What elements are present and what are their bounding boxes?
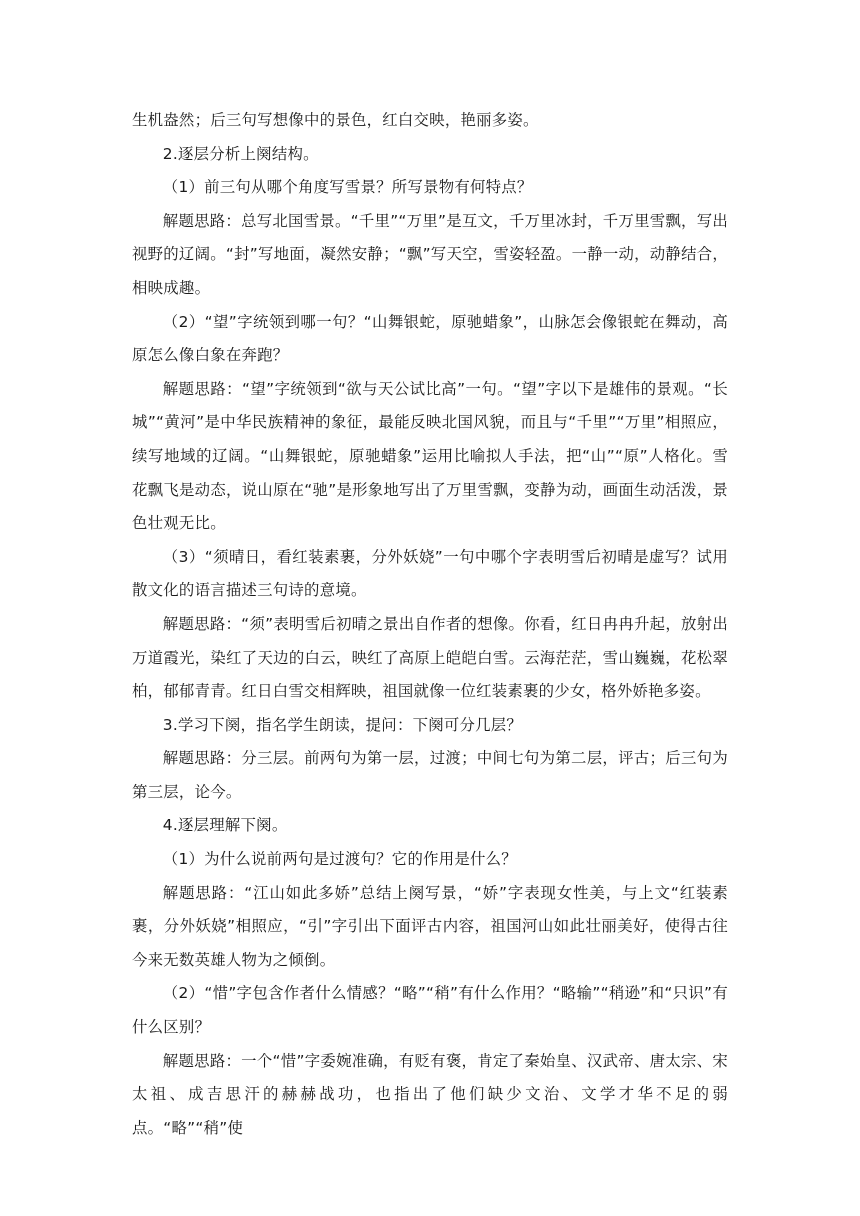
- paragraph: 生机盎然；后三句写想像中的景色，红白交映，艳丽多姿。: [132, 111, 539, 129]
- section-heading: 4.逐层理解下阕。: [162, 816, 288, 835]
- section-heading: 2.逐层分析上阕结构。: [162, 144, 319, 163]
- answer-paragraph: 解题思路：“江山如此多娇”总结上阕写景，“娇”字表现女性美，与上文“红装素裹，分外妖娆”相照应，“引”字引出下面评古内容，祖国河山如此壮丽美好，使得古往今来无数英雄人物为之倾倒。: [132, 883, 728, 969]
- question: （1）为什么说前两句是过渡句？它的作用是什么？: [162, 850, 517, 869]
- question: （2）“惜”字包含作者什么情感？“略”“稍”有什么作用？“略输”“稍逊”和“只识”有什么区别？: [132, 984, 728, 1037]
- answer-paragraph: 解题思路：总写北国雪景。“千里”“万里”是互文，千万里冰封，千万里雪飘，写出视野的辽阔。“封”写地面，凝然安静；“飘”写天空，雪姿轻盈。一静一动，动静结合，相映成趣。: [132, 211, 728, 297]
- answer-paragraph: 解题思路：“望”字统领到“欲与天公试比高”一句。“望”字以下是雄伟的景观。“长城”“黄河”是中华民族精神的象征，最能反映北国风貌，而且与“千里”“万里”相照应，续写地域的辽阔。“山舞银蛇，原驰蜡象”运用比喻拟人手法，把“山”“原”人格化。雪花飘飞是动态，说山原在“驰”是形象地写出了万里雪飘，变静为动，画面生动活泼，景色壮观无比。: [132, 379, 728, 533]
- section-heading: 3.学习下阕，指名学生朗读，提问：下阕可分几层？: [162, 715, 523, 734]
- document-body: [132, 104, 728, 1145]
- answer-paragraph: 解题思路：分三层。前两句为第一层，过渡；中间七句为第二层，评古；后三句为第三层，论今。: [132, 749, 728, 801]
- question: （1）前三句从哪个角度写雪景？所写景物有何特点？: [162, 178, 533, 197]
- answer-paragraph: 解题思路：一个“惜”字委婉准确，有贬有褒，肯定了秦始皇、汉武帝、唐太宗、宋太祖、成吉思汗的赫赫战功，也指出了他们缺少文治、文学才华不足的弱点。“略”“稍”使: [132, 1051, 728, 1137]
- question: （2）“望”字统领到哪一句？“山舞银蛇，原驰蜡象”，山脉怎会像银蛇在舞动，高原怎么像白象在奔跑？: [132, 312, 728, 365]
- answer-paragraph: 解题思路：“须”表明雪后初晴之景出自作者的想像。你看，红日冉冉升起，放射出万道霞光，染红了天边的白云，映红了高原上皑皑白雪。云海茫茫，雪山巍巍，花松翠柏，郁郁青青。红日白雪交相辉映，祖国就像一位红装素裹的少女，格外娇艳多姿。: [132, 614, 728, 701]
- question: （3）“须晴日，看红装素裹，分外妖娆”一句中哪个字表明雪后初晴是虚写？试用散文化的语言描述三句诗的意境。: [132, 547, 728, 600]
